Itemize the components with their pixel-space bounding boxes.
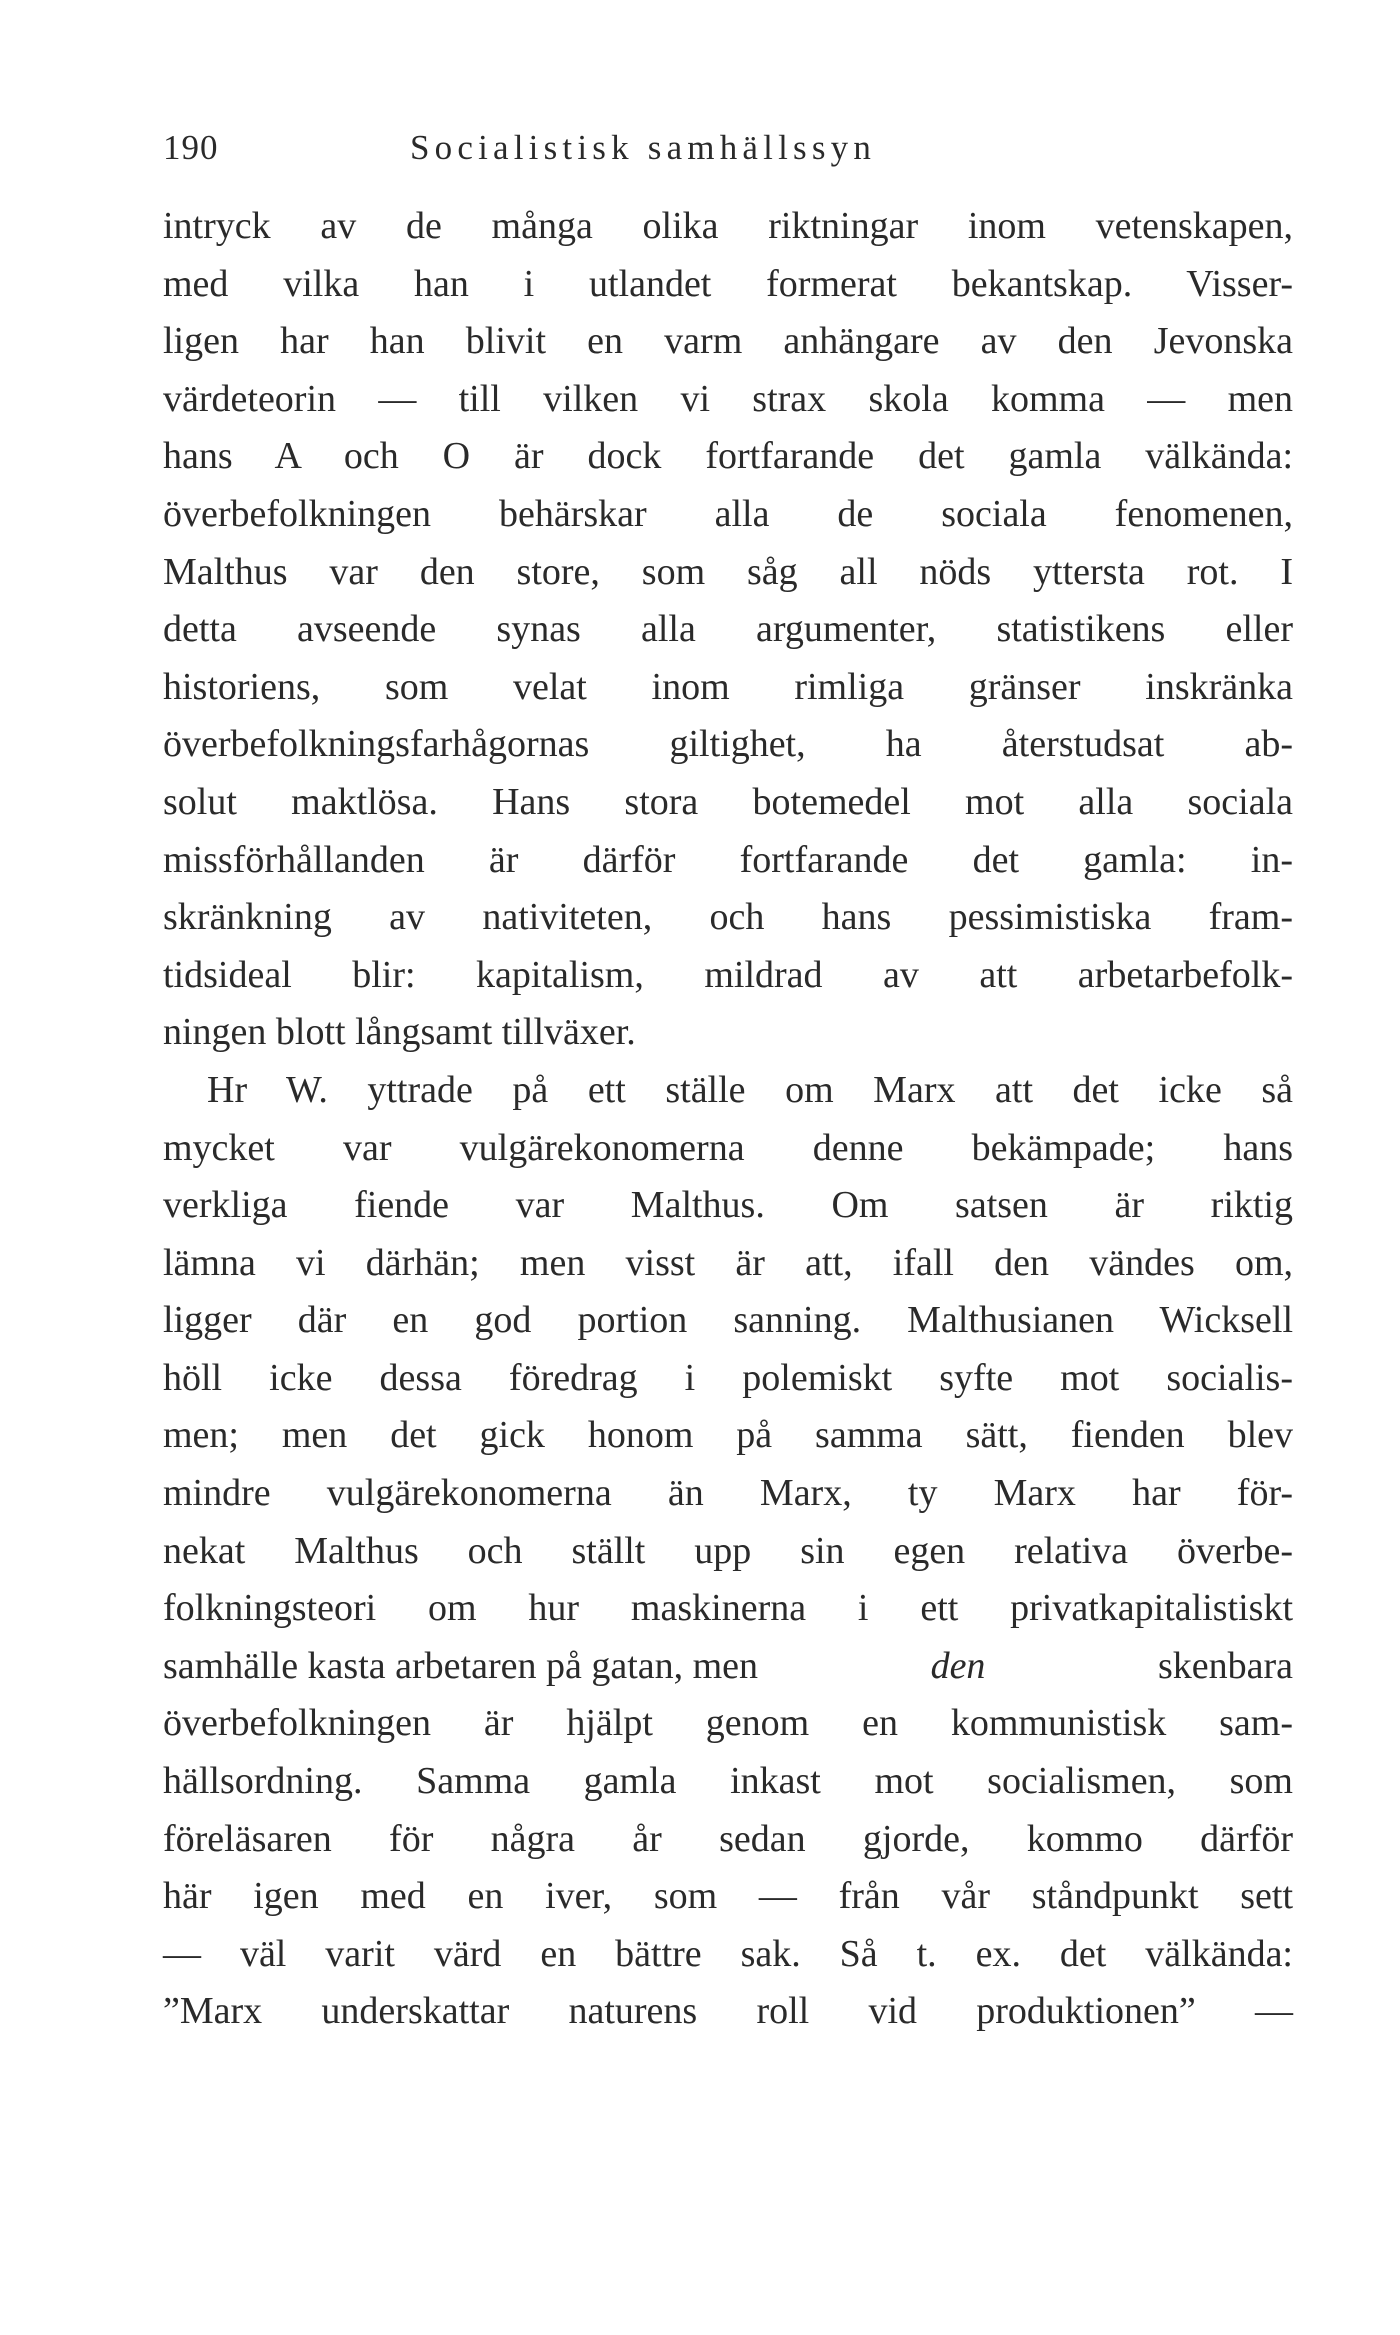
body-text (163, 198, 1293, 2041)
running-head (163, 118, 1293, 178)
text-line: höll icke dessa föredrag i polemiskt syfte mot socialis- (163, 1356, 1293, 1399)
text-line (163, 1638, 1293, 1696)
text-line: missförhållanden är därför fortfarande det gamla: in- (163, 838, 1293, 881)
text-line: hällsordning. Samma gamla inkast mot socialismen, som (163, 1760, 1293, 1803)
text-line: men; men det gick honom på samma sätt, fienden blev (163, 1414, 1293, 1457)
text-line: folkningsteori om hur maskinerna i ett privatkapitalistiskt (163, 1587, 1293, 1630)
text-line: Hr W. yttrade på ett ställe om Marx att det icke så (207, 1068, 1293, 1111)
running-title: Socialistisk samhällssyn (410, 128, 877, 167)
text-line: ligen har han blivit en varm anhängare av den Jevonska (163, 320, 1293, 363)
text-line: Malthus var den store, som såg all nöds yttersta rot. I (163, 550, 1293, 593)
text-line: överbefolkningsfarhågornas giltighet, ha återstudsat ab- (163, 723, 1293, 766)
text-line: tidsideal blir: kapitalism, mildrad av att arbetarbefolk- (163, 953, 1293, 996)
emphasized-word: den (930, 1644, 986, 1687)
text-line-segment: samhälle kasta arbetaren på gatan, men (163, 1644, 759, 1687)
text-line: överbefolkningen behärskar alla de sociala fenomenen, (163, 492, 1293, 535)
text-line: verkliga fiende var Malthus. Om satsen är riktig (163, 1184, 1293, 1227)
text-line: hans A och O är dock fortfarande det gamla välkända: (163, 435, 1293, 478)
text-line: — väl varit värd en bättre sak. Så t. ex. det välkända: (163, 1932, 1293, 1975)
text-line: här igen med en iver, som — från vår ståndpunkt sett (163, 1875, 1293, 1918)
text-line-segment: skenbara (1157, 1644, 1293, 1687)
paragraph-2 (163, 1062, 1293, 2041)
text-line: nekat Malthus och ställt upp sin egen relativa överbe- (163, 1529, 1293, 1572)
text-line: solut maktlösa. Hans stora botemedel mot alla sociala (163, 780, 1293, 823)
text-line: intryck av de många olika riktningar inom vetenskapen, (163, 205, 1293, 247)
text-line: med vilka han i utlandet formerat bekantskap. Visser- (163, 262, 1293, 305)
paragraph-1 (163, 198, 1293, 1062)
text-line: detta avseende synas alla argumenter, statistikens eller (163, 608, 1293, 651)
text-line: mycket var vulgärekonomerna denne bekämpade; hans (163, 1126, 1293, 1169)
text-line: föreläsaren för några år sedan gjorde, kommo därför (163, 1817, 1293, 1860)
text-line: historiens, som velat inom rimliga gränser inskränka (163, 665, 1293, 708)
text-line: skränkning av nativiteten, och hans pessimistiska fram- (163, 896, 1293, 939)
text-line: mindre vulgärekonomerna än Marx, ty Marx har för- (163, 1472, 1293, 1515)
text-line: ningen blott långsamt tillväxer. (163, 1011, 636, 1054)
text-line: ”Marx underskattar naturens roll vid produktionen” — (163, 1990, 1293, 2033)
text-line: överbefolkningen är hjälpt genom en kommunistisk sam- (163, 1702, 1293, 1745)
text-line: värdeteorin — till vilken vi strax skola komma — men (163, 377, 1293, 420)
page-number: 190 (163, 128, 219, 167)
text-line: ligger där en god portion sanning. Malthusianen Wicksell (163, 1299, 1293, 1342)
text-line: lämna vi därhän; men visst är att, ifall den vändes om, (163, 1241, 1293, 1284)
